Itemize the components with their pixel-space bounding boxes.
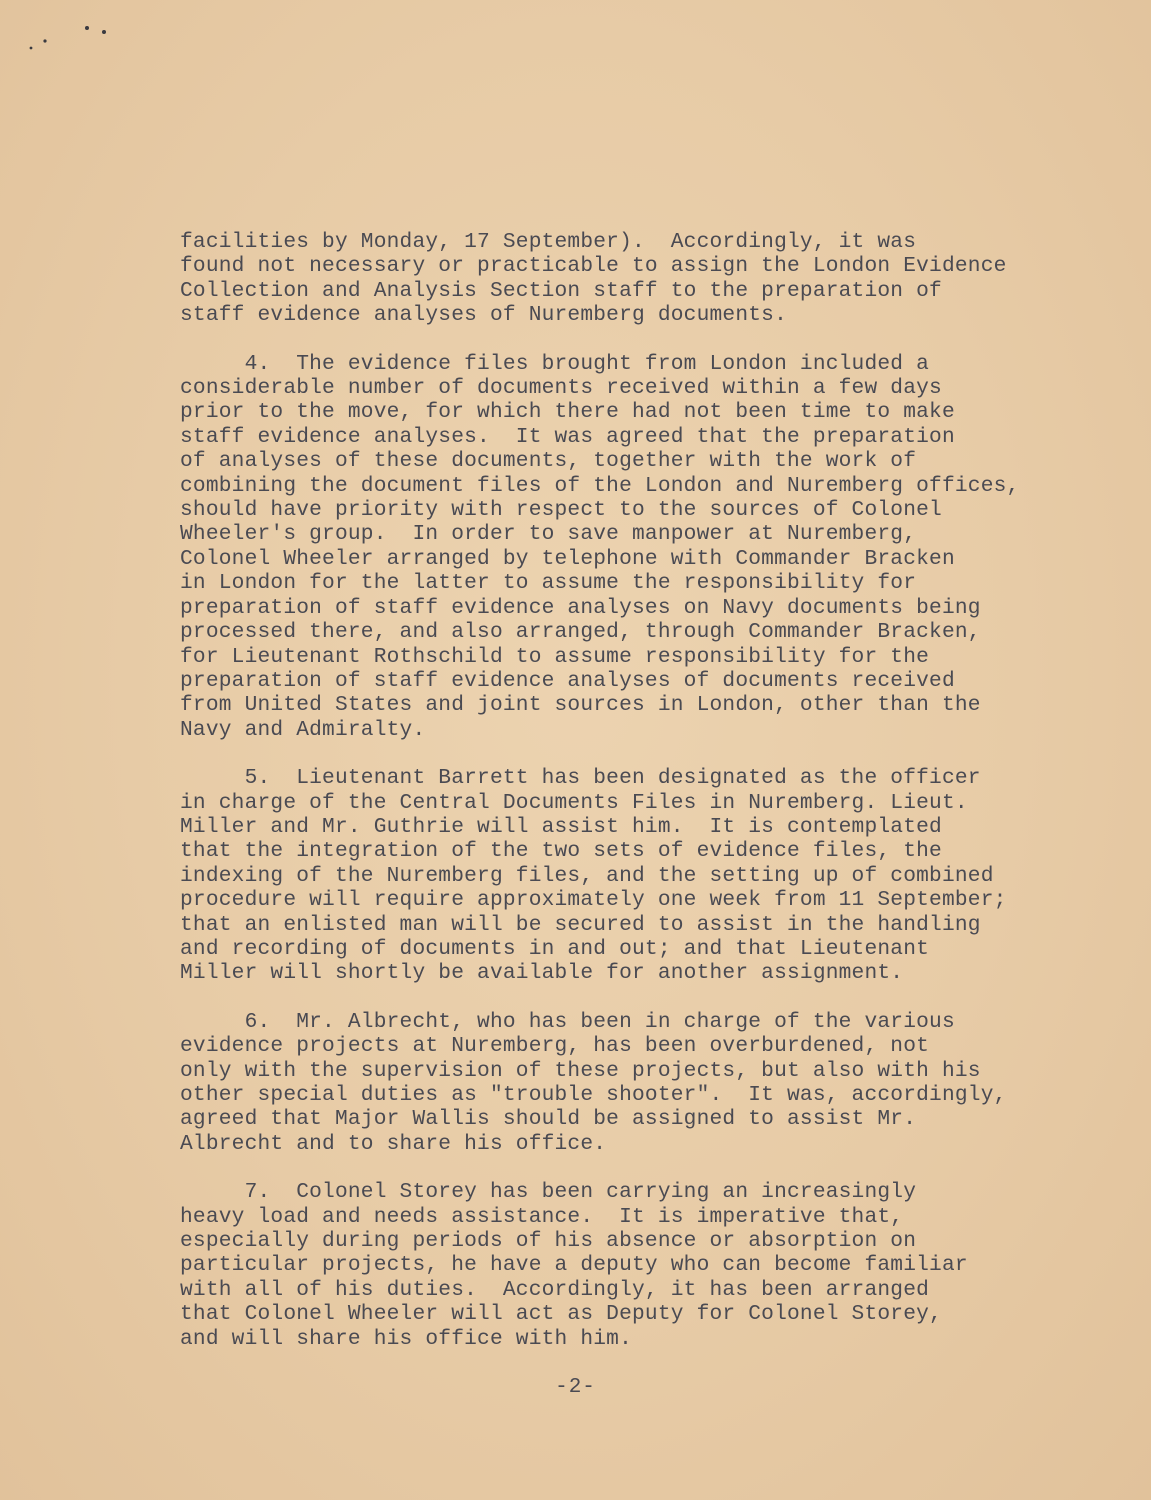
text-line: agreed that Major Wallis should be assigned to assist Mr.: [180, 1107, 917, 1132]
text-line: Collection and Analysis Section staff to the preparation of: [180, 278, 942, 303]
text-line: in charge of the Central Documents Files in Nuremberg. Lieut.: [180, 790, 968, 815]
text-line: evidence projects at Nuremberg, has been overburdened, not: [180, 1034, 930, 1059]
text-line: only with the supervision of these projects, but also with his: [180, 1058, 981, 1083]
text-line: particular projects, he have a deputy who can become familiar: [180, 1253, 968, 1278]
text-line: Colonel Wheeler arranged by telephone with Commander Bracken: [180, 546, 955, 571]
paragraph: [180, 1010, 1110, 1156]
text-line: Miller will shortly be available for another assignment.: [180, 961, 904, 986]
text-line: that an enlisted man will be secured to assist in the handling: [180, 912, 981, 937]
text-line: in London for the latter to assume the responsibility for: [180, 571, 917, 596]
text-line: preparation of staff evidence analyses of documents received: [180, 668, 955, 693]
text-line: procedure will require approximately one week from 11 September;: [180, 888, 1007, 913]
text-line: staff evidence analyses of Nuremberg documents.: [180, 303, 787, 328]
text-line: 7. Colonel Storey has been carrying an increasingly: [180, 1180, 917, 1205]
paragraph: [180, 1180, 1110, 1351]
text-line: with all of his duties. Accordingly, it has been arranged: [180, 1277, 930, 1302]
paragraph-gap: [180, 986, 1110, 1010]
text-line: staff evidence analyses. It was agreed that the preparation: [180, 424, 955, 449]
text-line: especially during periods of his absence or absorption on: [180, 1229, 917, 1254]
text-line: Wheeler's group. In order to save manpower at Nuremberg,: [180, 522, 917, 547]
paragraph: [180, 230, 1110, 328]
text-line: and recording of documents in and out; and that Lieutenant: [180, 936, 930, 961]
paragraph: [180, 352, 1110, 743]
text-line: facilities by Monday, 17 September). Accordingly, it was: [180, 230, 917, 254]
text-line: combining the document files of the London and Nuremberg offices,: [180, 473, 1020, 498]
text-line: 5. Lieutenant Barrett has been designated as the officer: [180, 766, 981, 791]
text-line: that the integration of the two sets of evidence files, the: [180, 839, 942, 864]
text-line: for Lieutenant Rothschild to assume responsibility for the: [180, 644, 930, 669]
text-line: and will share his office with him.: [180, 1326, 633, 1351]
paragraph-gap: [180, 1156, 1110, 1180]
text-line: should have priority with respect to the sources of Colonel: [180, 498, 942, 523]
paragraph-gap: [180, 742, 1110, 766]
text-line: processed there, and also arranged, through Commander Bracken,: [180, 620, 981, 645]
text-line: that Colonel Wheeler will act as Deputy for Colonel Storey,: [180, 1302, 942, 1327]
text-line: other special duties as "trouble shooter". It was, accordingly,: [180, 1083, 1007, 1107]
text-line: found not necessary or practicable to assign the London Evidence: [180, 254, 1007, 279]
text-line: 4. The evidence files brought from London included a: [180, 351, 930, 376]
document-body: [180, 230, 1110, 1351]
text-line: preparation of staff evidence analyses on Navy documents being: [180, 595, 981, 620]
page-number: -2-: [555, 1376, 596, 1399]
text-line: Miller and Mr. Guthrie will assist him. It is contemplated: [180, 814, 942, 839]
text-line: Albrecht and to share his office.: [180, 1131, 607, 1156]
text-line: of analyses of these documents, together with the work of: [180, 449, 917, 474]
paragraph: [180, 766, 1110, 986]
ink-specks: [25, 20, 115, 60]
text-line: heavy load and needs assistance. It is imperative that,: [180, 1204, 904, 1229]
text-line: considerable number of documents received within a few days: [180, 376, 942, 401]
paragraph-gap: [180, 328, 1110, 352]
text-line: from United States and joint sources in London, other than the: [180, 693, 981, 718]
text-line: prior to the move, for which there had not been time to make: [180, 400, 955, 425]
text-line: Navy and Admiralty.: [180, 717, 426, 742]
text-line: indexing of the Nuremberg files, and the setting up of combined: [180, 863, 994, 888]
text-line: 6. Mr. Albrecht, who has been in charge of the various: [180, 1009, 955, 1034]
